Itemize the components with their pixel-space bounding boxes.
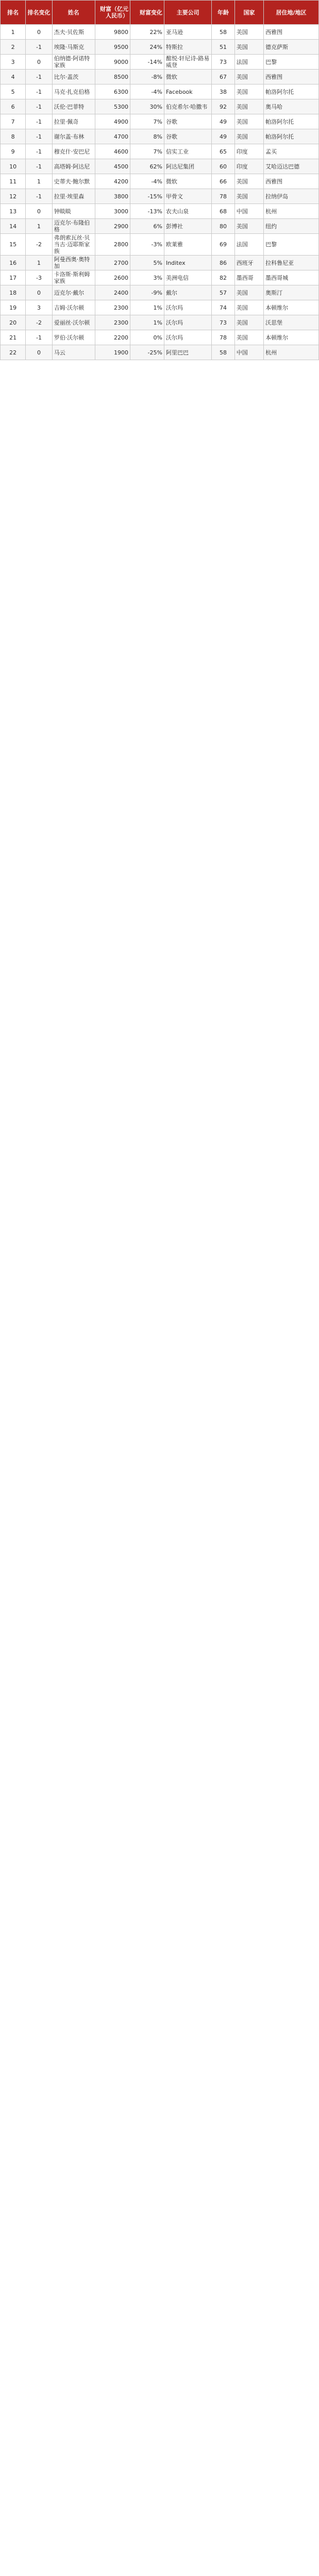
cell-company: Inditex — [164, 256, 211, 270]
cell-name: 比尔·盖茨 — [52, 70, 95, 84]
cell-country: 美国 — [234, 189, 263, 204]
cell-rank-change: -1 — [26, 84, 53, 99]
cell-company: 微软 — [164, 70, 211, 84]
cell-residence: 帕洛阿尔托 — [264, 84, 319, 99]
cell-wealth: 2600 — [95, 270, 130, 285]
col-wealth-change: 财富变化 — [130, 1, 164, 25]
cell-age: 80 — [212, 219, 234, 234]
cell-name: 伯纳德·阿诺特家族 — [52, 55, 95, 70]
cell-company: Facebook — [164, 84, 211, 99]
cell-wealth-change: 3% — [130, 270, 164, 285]
cell-residence: 沃思堡 — [264, 315, 319, 330]
cell-rank: 7 — [1, 114, 26, 129]
cell-residence: 西雅图 — [264, 70, 319, 84]
cell-name: 罗伯·沃尔顿 — [52, 330, 95, 345]
table-row — [1, 174, 319, 189]
table-row — [1, 234, 319, 256]
cell-wealth-change: -9% — [130, 285, 164, 300]
cell-country: 美国 — [234, 174, 263, 189]
cell-residence: 拉科鲁尼亚 — [264, 256, 319, 270]
cell-age: 74 — [212, 300, 234, 315]
cell-rank-change: -1 — [26, 114, 53, 129]
cell-name: 卡洛斯·斯利姆家族 — [52, 270, 95, 285]
cell-name: 杰夫·贝佐斯 — [52, 25, 95, 40]
cell-rank: 4 — [1, 70, 26, 84]
cell-wealth-change: 30% — [130, 99, 164, 114]
cell-name: 马云 — [52, 345, 95, 360]
cell-rank-change: -1 — [26, 40, 53, 55]
cell-residence: 巴黎 — [264, 55, 319, 70]
table-row — [1, 315, 319, 330]
cell-rank: 22 — [1, 345, 26, 360]
table-row — [1, 270, 319, 285]
cell-company: 欧莱雅 — [164, 234, 211, 256]
cell-wealth: 4900 — [95, 114, 130, 129]
cell-wealth: 1900 — [95, 345, 130, 360]
cell-rank: 2 — [1, 40, 26, 55]
col-age: 年龄 — [212, 1, 234, 25]
cell-company: 特斯拉 — [164, 40, 211, 55]
cell-wealth: 3000 — [95, 204, 130, 219]
cell-wealth-change: 1% — [130, 300, 164, 315]
table-row — [1, 99, 319, 114]
cell-residence: 西雅图 — [264, 174, 319, 189]
cell-rank-change: 3 — [26, 300, 53, 315]
cell-rank-change: -2 — [26, 315, 53, 330]
cell-wealth: 3800 — [95, 189, 130, 204]
cell-wealth: 5300 — [95, 99, 130, 114]
cell-age: 82 — [212, 270, 234, 285]
cell-rank-change: 1 — [26, 256, 53, 270]
cell-age: 86 — [212, 256, 234, 270]
cell-country: 美国 — [234, 40, 263, 55]
col-country: 国家 — [234, 1, 263, 25]
cell-wealth: 2200 — [95, 330, 130, 345]
cell-rank: 12 — [1, 189, 26, 204]
cell-wealth-change: 24% — [130, 40, 164, 55]
cell-age: 38 — [212, 84, 234, 99]
cell-rank-change: -2 — [26, 234, 53, 256]
cell-age: 78 — [212, 330, 234, 345]
table-row — [1, 300, 319, 315]
table-row — [1, 70, 319, 84]
cell-wealth-change: 6% — [130, 219, 164, 234]
cell-residence: 奥斯汀 — [264, 285, 319, 300]
cell-company: 亚马逊 — [164, 25, 211, 40]
cell-country: 美国 — [234, 300, 263, 315]
cell-rank: 10 — [1, 159, 26, 174]
cell-rank-change: -1 — [26, 144, 53, 159]
cell-country: 中国 — [234, 345, 263, 360]
cell-age: 78 — [212, 189, 234, 204]
cell-age: 49 — [212, 129, 234, 144]
cell-rank: 6 — [1, 99, 26, 114]
cell-rank-change: -3 — [26, 270, 53, 285]
cell-name: 拉里·埃里森 — [52, 189, 95, 204]
cell-rank: 17 — [1, 270, 26, 285]
cell-wealth-change: -4% — [130, 174, 164, 189]
cell-country: 美国 — [234, 70, 263, 84]
cell-age: 65 — [212, 144, 234, 159]
table-row — [1, 345, 319, 360]
cell-wealth-change: -25% — [130, 345, 164, 360]
cell-rank-change: 1 — [26, 219, 53, 234]
col-rank: 排名 — [1, 1, 26, 25]
cell-residence: 德克萨斯 — [264, 40, 319, 55]
cell-rank-change: -1 — [26, 189, 53, 204]
cell-country: 美国 — [234, 129, 263, 144]
table-body — [1, 25, 319, 360]
rich-list-table — [0, 0, 319, 360]
cell-wealth: 4600 — [95, 144, 130, 159]
cell-rank-change: 0 — [26, 285, 53, 300]
cell-country: 美国 — [234, 315, 263, 330]
cell-wealth-change: -14% — [130, 55, 164, 70]
cell-wealth-change: 1% — [130, 315, 164, 330]
cell-rank: 19 — [1, 300, 26, 315]
cell-company: 沃尔玛 — [164, 330, 211, 345]
cell-name: 穆克什·安巴尼 — [52, 144, 95, 159]
cell-rank-change: 0 — [26, 25, 53, 40]
table-header — [1, 1, 319, 25]
cell-wealth: 9800 — [95, 25, 130, 40]
table-row — [1, 129, 319, 144]
cell-wealth-change: -8% — [130, 70, 164, 84]
cell-age: 60 — [212, 159, 234, 174]
cell-company: 彭博社 — [164, 219, 211, 234]
cell-residence: 纽约 — [264, 219, 319, 234]
cell-name: 埃隆·马斯克 — [52, 40, 95, 55]
cell-rank: 20 — [1, 315, 26, 330]
cell-wealth: 2700 — [95, 256, 130, 270]
cell-wealth-change: 7% — [130, 114, 164, 129]
cell-wealth: 2900 — [95, 219, 130, 234]
table-row — [1, 256, 319, 270]
cell-rank-change: -1 — [26, 330, 53, 345]
cell-residence: 巴黎 — [264, 234, 319, 256]
cell-wealth: 9500 — [95, 40, 130, 55]
table-row — [1, 189, 319, 204]
cell-residence: 帕洛阿尔托 — [264, 129, 319, 144]
cell-rank-change: -1 — [26, 99, 53, 114]
table-row — [1, 204, 319, 219]
cell-rank-change: 0 — [26, 55, 53, 70]
cell-wealth: 8500 — [95, 70, 130, 84]
cell-rank: 18 — [1, 285, 26, 300]
cell-wealth: 6300 — [95, 84, 130, 99]
cell-wealth: 4700 — [95, 129, 130, 144]
cell-name: 迈克尔·戴尔 — [52, 285, 95, 300]
cell-country: 法国 — [234, 55, 263, 70]
cell-age: 57 — [212, 285, 234, 300]
cell-company: 戴尔 — [164, 285, 211, 300]
cell-age: 73 — [212, 315, 234, 330]
cell-company: 谷歌 — [164, 114, 211, 129]
cell-country: 美国 — [234, 219, 263, 234]
cell-country: 美国 — [234, 114, 263, 129]
cell-wealth: 4200 — [95, 174, 130, 189]
cell-rank-change: 0 — [26, 204, 53, 219]
cell-age: 73 — [212, 55, 234, 70]
cell-country: 法国 — [234, 234, 263, 256]
cell-wealth-change: -15% — [130, 189, 164, 204]
cell-age: 58 — [212, 345, 234, 360]
table-row — [1, 330, 319, 345]
cell-country: 美国 — [234, 99, 263, 114]
cell-age: 66 — [212, 174, 234, 189]
cell-wealth-change: 62% — [130, 159, 164, 174]
cell-age: 49 — [212, 114, 234, 129]
cell-rank: 3 — [1, 55, 26, 70]
cell-age: 68 — [212, 204, 234, 219]
cell-name: 谢尔盖·布林 — [52, 129, 95, 144]
cell-residence: 杭州 — [264, 204, 319, 219]
cell-wealth: 2300 — [95, 315, 130, 330]
cell-rank-change: 0 — [26, 345, 53, 360]
cell-name: 钟睒睒 — [52, 204, 95, 219]
cell-age: 92 — [212, 99, 234, 114]
cell-wealth: 2300 — [95, 300, 130, 315]
cell-rank: 16 — [1, 256, 26, 270]
cell-wealth-change: 0% — [130, 330, 164, 345]
cell-company: 阿达尼集团 — [164, 159, 211, 174]
cell-wealth: 9000 — [95, 55, 130, 70]
cell-age: 69 — [212, 234, 234, 256]
cell-wealth: 2800 — [95, 234, 130, 256]
cell-wealth-change: 5% — [130, 256, 164, 270]
col-rank-change: 排名变化 — [26, 1, 53, 25]
cell-rank-change: -1 — [26, 129, 53, 144]
cell-rank: 15 — [1, 234, 26, 256]
cell-company: 甲骨文 — [164, 189, 211, 204]
cell-name: 高塔姆·阿达尼 — [52, 159, 95, 174]
cell-rank: 14 — [1, 219, 26, 234]
col-name: 姓名 — [52, 1, 95, 25]
table-row — [1, 40, 319, 55]
cell-country: 美国 — [234, 84, 263, 99]
cell-wealth-change: 8% — [130, 129, 164, 144]
cell-company: 谷歌 — [164, 129, 211, 144]
cell-residence: 西雅图 — [264, 25, 319, 40]
cell-company: 沃尔玛 — [164, 300, 211, 315]
cell-residence: 杭州 — [264, 345, 319, 360]
table-row — [1, 114, 319, 129]
cell-residence: 本顿维尔 — [264, 300, 319, 315]
cell-company: 美洲电信 — [164, 270, 211, 285]
cell-name: 沃伦·巴菲特 — [52, 99, 95, 114]
header-row — [1, 1, 319, 25]
cell-name: 迈克尔·布隆伯格 — [52, 219, 95, 234]
cell-country: 墨西哥 — [234, 270, 263, 285]
cell-country: 美国 — [234, 25, 263, 40]
table-row — [1, 159, 319, 174]
cell-residence: 拉纳伊岛 — [264, 189, 319, 204]
cell-wealth-change: 7% — [130, 144, 164, 159]
table-row — [1, 219, 319, 234]
cell-company: 沃尔玛 — [164, 315, 211, 330]
cell-residence: 孟买 — [264, 144, 319, 159]
cell-residence: 奥马哈 — [264, 99, 319, 114]
cell-name: 史蒂夫·鲍尔默 — [52, 174, 95, 189]
cell-name: 爱丽丝·沃尔顿 — [52, 315, 95, 330]
col-residence: 居住地/地区 — [264, 1, 319, 25]
table-row — [1, 55, 319, 70]
cell-wealth: 2400 — [95, 285, 130, 300]
cell-name: 拉里·佩奇 — [52, 114, 95, 129]
cell-residence: 墨西哥城 — [264, 270, 319, 285]
cell-rank: 5 — [1, 84, 26, 99]
table-row — [1, 144, 319, 159]
table-row — [1, 25, 319, 40]
cell-company: 信实工业 — [164, 144, 211, 159]
cell-country: 中国 — [234, 204, 263, 219]
cell-wealth-change: 22% — [130, 25, 164, 40]
table-row — [1, 285, 319, 300]
col-company: 主要公司 — [164, 1, 211, 25]
cell-wealth: 4500 — [95, 159, 130, 174]
cell-residence: 帕洛阿尔托 — [264, 114, 319, 129]
cell-rank: 13 — [1, 204, 26, 219]
cell-residence: 本顿维尔 — [264, 330, 319, 345]
cell-rank: 8 — [1, 129, 26, 144]
table-row — [1, 84, 319, 99]
cell-rank-change: -1 — [26, 159, 53, 174]
cell-country: 印度 — [234, 159, 263, 174]
cell-rank-change: -1 — [26, 70, 53, 84]
cell-age: 51 — [212, 40, 234, 55]
cell-country: 美国 — [234, 330, 263, 345]
cell-company: 阿里巴巴 — [164, 345, 211, 360]
cell-name: 马克·扎克伯格 — [52, 84, 95, 99]
cell-rank: 9 — [1, 144, 26, 159]
cell-wealth-change: -13% — [130, 204, 164, 219]
cell-residence: 艾哈迈达巴德 — [264, 159, 319, 174]
cell-company: 酩悦·轩尼诗-路易威登 — [164, 55, 211, 70]
cell-rank: 1 — [1, 25, 26, 40]
col-wealth: 财富（亿元人民币） — [95, 1, 130, 25]
cell-wealth-change: -4% — [130, 84, 164, 99]
cell-age: 67 — [212, 70, 234, 84]
cell-rank: 21 — [1, 330, 26, 345]
cell-wealth-change: -3% — [130, 234, 164, 256]
cell-name: 弗朗索瓦丝·贝当古·迈耶斯家族 — [52, 234, 95, 256]
cell-company: 微软 — [164, 174, 211, 189]
cell-country: 印度 — [234, 144, 263, 159]
cell-country: 美国 — [234, 285, 263, 300]
cell-rank: 11 — [1, 174, 26, 189]
cell-name: 阿曼西奥·奥特加 — [52, 256, 95, 270]
cell-company: 伯克希尔·哈撒韦 — [164, 99, 211, 114]
cell-age: 58 — [212, 25, 234, 40]
cell-country: 西班牙 — [234, 256, 263, 270]
cell-rank-change: 1 — [26, 174, 53, 189]
cell-name: 吉姆·沃尔顿 — [52, 300, 95, 315]
cell-company: 农夫山泉 — [164, 204, 211, 219]
